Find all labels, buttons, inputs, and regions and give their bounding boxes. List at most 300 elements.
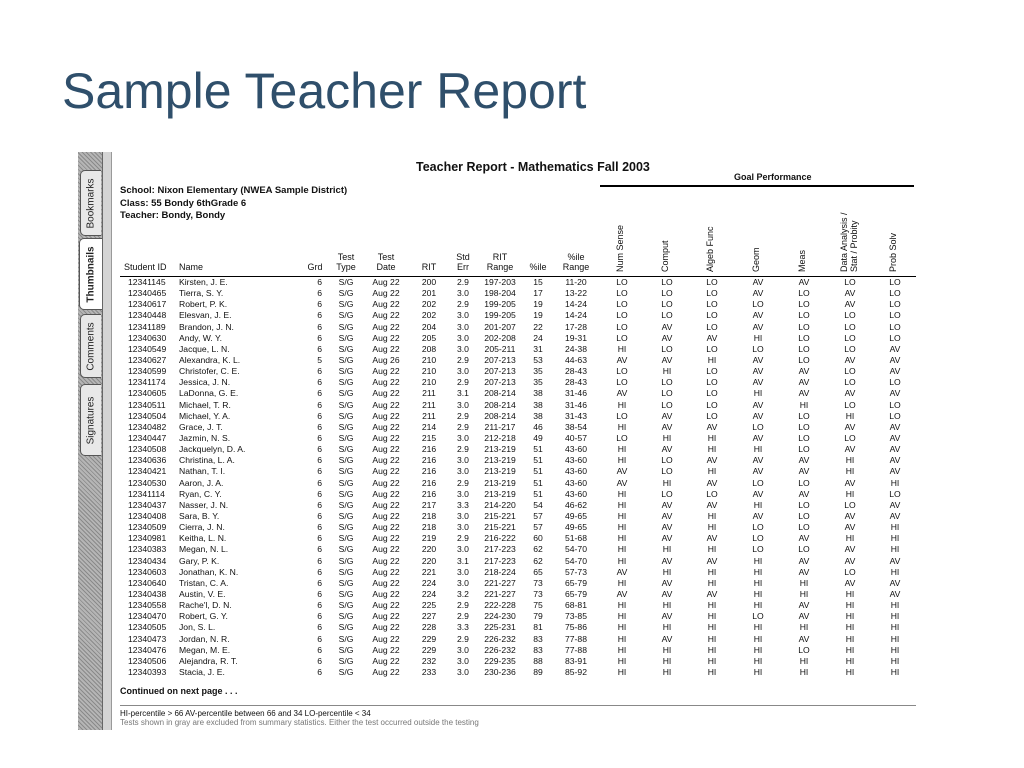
student-id-cell: 12340630 (128, 332, 167, 343)
goal-meas-cell: AV (798, 366, 810, 377)
student-name-cell: Ryan, C. Y. (179, 488, 222, 499)
tab-thumbnails-label: Thumbnails (85, 245, 97, 303)
percentile-range-cell: 38-54 (565, 421, 587, 432)
student-id-cell: 12340476 (128, 644, 167, 655)
grade-cell: 6 (317, 611, 322, 622)
percentile-range-cell: 28-43 (565, 366, 587, 377)
student-name-cell: Rache'l, D. N. (179, 600, 232, 611)
goal-algeb-func-cell: HI (707, 655, 717, 666)
rit-range-cell: 199-205 (484, 299, 516, 310)
std-err-cell: 3.0 (457, 432, 469, 443)
percentile-cell: 19 (533, 299, 543, 310)
goal-comput-cell: HI (662, 432, 672, 443)
student-id-cell: 12340434 (128, 555, 167, 566)
percentile-cell: 17 (533, 288, 543, 299)
goal-num-sense-cell: HI (617, 455, 627, 466)
goal-algeb-func-cell: LO (706, 388, 718, 399)
test-type-cell: S/G (338, 332, 354, 343)
test-date-cell: Aug 22 (372, 544, 400, 555)
goal-data-analysis-cell: AV (844, 522, 856, 533)
goal-algeb-func-cell: HI (707, 444, 717, 455)
test-type-cell: S/G (338, 310, 354, 321)
goal-algeb-func-cell: AV (706, 332, 718, 343)
table-row (112, 556, 916, 567)
std-err-cell: 3.0 (457, 522, 469, 533)
goal-comput-cell: HI (662, 566, 672, 577)
table-row (112, 444, 916, 455)
std-err-cell: 3.0 (457, 666, 469, 677)
goal-geom-cell: HI (753, 555, 763, 566)
test-date-cell: Aug 22 (372, 421, 400, 432)
rit-range-cell: 213-219 (484, 488, 516, 499)
test-date-cell: Aug 22 (372, 288, 400, 299)
test-type-cell: S/G (338, 477, 354, 488)
goal-meas-cell: LO (798, 343, 810, 354)
panel-divider[interactable] (103, 152, 112, 730)
grade-cell: 6 (317, 299, 322, 310)
table-row (112, 433, 916, 444)
continued-note: Continued on next page . . . (120, 686, 238, 696)
percentile-cell: 54 (533, 499, 543, 510)
goal-geom-cell: AV (752, 288, 764, 299)
percentile-range-cell: 19-31 (565, 332, 587, 343)
student-id-cell: 12340408 (128, 510, 167, 521)
goal-algeb-func-cell: LO (706, 310, 718, 321)
goal-meas-cell: LO (798, 499, 810, 510)
rit-range-cell: 216-222 (484, 533, 516, 544)
tab-signatures-label: Signatures (85, 396, 97, 444)
goal-geom-cell: LO (752, 343, 764, 354)
rit-score-cell: 225 (421, 600, 437, 611)
goal-prob-solv-cell: HI (890, 566, 900, 577)
student-name-cell: Cierra, J. N. (179, 522, 225, 533)
table-row (112, 333, 916, 344)
table-row (112, 489, 916, 500)
test-type-cell: S/G (338, 444, 354, 455)
goal-algeb-func-cell: HI (707, 432, 717, 443)
student-id-cell: 12340558 (128, 600, 167, 611)
student-id-cell: 12340627 (128, 354, 167, 365)
goal-meas-cell: LO (798, 310, 810, 321)
test-date-cell: Aug 22 (372, 277, 400, 287)
student-id-cell: 12340508 (128, 444, 167, 455)
goal-algeb-func-cell: AV (706, 555, 718, 566)
std-err-cell: 3.0 (457, 321, 469, 332)
rit-score-cell: 211 (422, 388, 436, 399)
goal-comput-cell: HI (662, 366, 672, 377)
student-id-cell: 12340549 (128, 343, 167, 354)
rit-score-cell: 224 (421, 588, 437, 599)
goal-data-analysis-cell: HI (845, 455, 855, 466)
goal-comput-cell: HI (662, 477, 672, 488)
rit-score-cell: 202 (421, 310, 437, 321)
rit-score-cell: 232 (421, 655, 437, 666)
goal-comput-cell: AV (661, 588, 673, 599)
goal-num-sense-cell: HI (617, 488, 627, 499)
table-row (112, 600, 916, 611)
test-type-cell: S/G (338, 432, 354, 443)
goal-num-sense-cell: AV (616, 588, 628, 599)
goal-meas-cell: AV (798, 377, 810, 388)
goal-geom-cell: LO (752, 544, 764, 555)
percentile-range-cell: 57-73 (565, 566, 587, 577)
test-type-cell: S/G (338, 600, 354, 611)
test-date-cell: Aug 22 (372, 332, 400, 343)
percentile-cell: 51 (533, 455, 543, 466)
header-prob-solv: Prob Solv (888, 232, 898, 272)
test-type-cell: S/G (338, 288, 354, 299)
test-type-cell: S/G (338, 611, 354, 622)
rit-range-cell: 215-221 (484, 510, 516, 521)
student-name-cell: Nasser, J. N. (179, 499, 229, 510)
student-name-cell: Megan, M. E. (179, 644, 231, 655)
goal-prob-solv-cell: AV (889, 510, 901, 521)
goal-comput-cell: HI (662, 600, 672, 611)
percentile-cell: 51 (533, 488, 543, 499)
goal-data-analysis-cell: LO (844, 399, 856, 410)
goal-comput-cell: AV (661, 633, 673, 644)
table-row (112, 533, 916, 544)
goal-geom-cell: AV (752, 466, 764, 477)
grade-cell: 6 (317, 377, 322, 388)
std-err-cell: 2.9 (457, 410, 469, 421)
student-name-cell: Michael, Y. A. (179, 410, 231, 421)
grade-cell: 6 (317, 410, 322, 421)
student-id-cell: 12340509 (128, 522, 167, 533)
goal-prob-solv-cell: HI (890, 477, 900, 488)
test-type-cell: S/G (338, 644, 354, 655)
goal-num-sense-cell: LO (616, 321, 628, 332)
grade-cell: 6 (317, 577, 322, 588)
test-date-cell: Aug 22 (372, 533, 400, 544)
goal-algeb-func-cell: HI (707, 566, 717, 577)
report-title: Teacher Report - Mathematics Fall 2003 (416, 160, 650, 174)
table-row (112, 400, 916, 411)
table-row (112, 277, 916, 288)
header-percentile-range (554, 252, 598, 272)
table-row (112, 589, 916, 600)
grade-cell: 6 (317, 566, 322, 577)
goal-data-analysis-cell: AV (844, 555, 856, 566)
goal-meas-cell: AV (798, 488, 810, 499)
goal-meas-cell: AV (798, 466, 810, 477)
percentile-cell: 53 (533, 354, 543, 365)
student-id-cell: 12340603 (128, 566, 167, 577)
rit-score-cell: 229 (421, 644, 437, 655)
table-row (112, 310, 916, 321)
grade-cell: 6 (317, 622, 322, 633)
tab-bookmarks-label: Bookmarks (85, 177, 97, 229)
goal-num-sense-cell: AV (616, 354, 628, 365)
test-date-cell: Aug 22 (372, 600, 400, 611)
goal-num-sense-cell: HI (617, 622, 627, 633)
test-type-cell: S/G (338, 622, 354, 633)
goal-meas-cell: LO (798, 644, 810, 655)
rit-range-cell: 198-204 (484, 288, 516, 299)
test-type-cell: S/G (338, 299, 354, 310)
goal-num-sense-cell: HI (617, 533, 627, 544)
rit-range-cell: 214-220 (484, 499, 516, 510)
test-date-cell: Aug 22 (372, 310, 400, 321)
percentile-range-cell: 14-24 (565, 299, 587, 310)
percentile-cell: 15 (533, 277, 543, 287)
goal-geom-cell: LO (752, 611, 764, 622)
grade-cell: 6 (317, 366, 322, 377)
tab-comments[interactable] (80, 314, 101, 378)
student-id-cell: 12340640 (128, 577, 167, 588)
goal-geom-cell: HI (753, 622, 763, 633)
student-id-cell: 12340981 (128, 533, 167, 544)
goal-geom-cell: AV (752, 432, 764, 443)
class-line: Class: 55 Bondy 6thGrade 6 (120, 198, 247, 209)
goal-comput-cell: AV (661, 555, 673, 566)
student-name-cell: Brandon, J. N. (179, 321, 234, 332)
table-row (112, 511, 916, 522)
rit-range-cell: 217-223 (484, 555, 516, 566)
student-name-cell: LaDonna, G. E. (179, 388, 239, 399)
student-name-cell: Jackquelyn, D. A. (179, 444, 246, 455)
goal-num-sense-cell: HI (617, 666, 627, 677)
std-err-cell: 2.9 (457, 600, 469, 611)
goal-prob-solv-cell: AV (889, 421, 901, 432)
goal-algeb-func-cell: HI (707, 666, 717, 677)
goal-data-analysis-cell: LO (844, 332, 856, 343)
rit-score-cell: 210 (421, 377, 437, 388)
goal-data-analysis-cell: AV (844, 354, 856, 365)
grade-cell: 6 (317, 499, 322, 510)
std-err-cell: 3.0 (457, 366, 469, 377)
rit-score-cell: 218 (421, 510, 437, 521)
table-row (112, 478, 916, 489)
test-type-cell: S/G (338, 366, 354, 377)
std-err-cell: 3.0 (457, 332, 469, 343)
rit-range-cell: 213-219 (484, 466, 516, 477)
percentile-range-cell: 49-65 (565, 522, 587, 533)
goal-algeb-func-cell: LO (706, 366, 718, 377)
grade-cell: 6 (317, 466, 322, 477)
std-err-cell: 3.0 (457, 544, 469, 555)
goal-data-analysis-cell: HI (845, 533, 855, 544)
test-type-cell: S/G (338, 410, 354, 421)
rit-range-cell: 211-217 (484, 421, 516, 432)
goal-comput-cell: AV (661, 410, 673, 421)
goal-data-analysis-cell: AV (844, 444, 856, 455)
goal-comput-cell: AV (661, 533, 673, 544)
header-name: Name (179, 262, 204, 272)
goal-prob-solv-cell: AV (889, 366, 901, 377)
rit-range-cell: 202-208 (484, 332, 516, 343)
rit-range-cell: 225-231 (484, 622, 516, 633)
std-err-cell: 2.9 (457, 377, 469, 388)
test-date-cell: Aug 22 (372, 622, 400, 633)
percentile-range-cell: 54-70 (565, 544, 587, 555)
goal-algeb-func-cell: LO (706, 410, 718, 421)
table-row (112, 645, 916, 656)
student-name-cell: Jacque, L. N. (179, 343, 230, 354)
test-type-cell: S/G (338, 343, 354, 354)
rit-score-cell: 216 (421, 466, 437, 477)
grade-cell: 6 (317, 310, 322, 321)
student-id-cell: 12340504 (128, 410, 167, 421)
goal-algeb-func-cell: LO (706, 488, 718, 499)
grade-cell: 6 (317, 277, 322, 287)
tab-thumbnails[interactable] (79, 238, 102, 310)
std-err-cell: 2.9 (457, 633, 469, 644)
goal-geom-cell: HI (753, 566, 763, 577)
std-err-cell: 2.9 (457, 477, 469, 488)
std-err-cell: 3.0 (457, 343, 469, 354)
goal-comput-cell: LO (661, 377, 673, 388)
rit-score-cell: 211 (422, 410, 436, 421)
goal-comput-cell: AV (661, 611, 673, 622)
test-type-cell: S/G (338, 277, 354, 287)
student-name-cell: Alejandra, R. T. (179, 655, 238, 666)
goal-num-sense-cell: HI (617, 343, 627, 354)
percentile-range-cell: 75-86 (565, 622, 587, 633)
std-err-cell: 3.0 (457, 488, 469, 499)
percentile-range-cell: 43-60 (565, 444, 587, 455)
student-id-cell: 12340470 (128, 611, 167, 622)
std-err-cell: 2.9 (457, 533, 469, 544)
goal-data-analysis-cell: LO (844, 366, 856, 377)
goal-meas-cell: LO (798, 354, 810, 365)
rit-range-cell: 213-219 (484, 444, 516, 455)
header-test-date-2: Date (376, 262, 396, 272)
goal-meas-cell: LO (798, 522, 810, 533)
test-date-cell: Aug 22 (372, 522, 400, 533)
goal-prob-solv-cell: HI (890, 600, 900, 611)
header-percentile-range-1: %ile (567, 252, 585, 262)
student-id-cell: 12340393 (128, 666, 167, 677)
rit-score-cell: 211 (422, 399, 436, 410)
table-row (112, 355, 916, 366)
goal-geom-cell: HI (753, 600, 763, 611)
test-date-cell: Aug 22 (372, 432, 400, 443)
goal-algeb-func-cell: AV (706, 499, 718, 510)
percentile-range-cell: 40-57 (565, 432, 587, 443)
goal-prob-solv-cell: AV (889, 444, 901, 455)
goal-comput-cell: AV (661, 577, 673, 588)
percentile-range-cell: 49-65 (565, 510, 587, 521)
percentile-cell: 81 (533, 622, 543, 633)
goal-comput-cell: AV (661, 499, 673, 510)
student-name-cell: Jon, S. L. (179, 622, 216, 633)
rit-score-cell: 214 (421, 421, 437, 432)
goal-comput-cell: LO (661, 388, 673, 399)
percentile-cell: 83 (533, 633, 543, 644)
std-err-cell: 3.3 (457, 499, 469, 510)
gray-tests-note: Tests shown in gray are excluded from summary statistics. Either the test occurred outside the testing (120, 718, 479, 727)
goal-algeb-func-cell: LO (706, 377, 718, 388)
goal-num-sense-cell: LO (616, 277, 628, 287)
table-row (112, 388, 916, 399)
goal-num-sense-cell: HI (617, 644, 627, 655)
tab-signatures[interactable] (80, 384, 101, 456)
goal-geom-cell: LO (752, 533, 764, 544)
goal-comput-cell: LO (661, 343, 673, 354)
test-type-cell: S/G (338, 488, 354, 499)
test-date-cell: Aug 22 (372, 655, 400, 666)
goal-comput-cell: AV (661, 444, 673, 455)
goal-meas-cell: HI (799, 399, 809, 410)
rit-score-cell: 218 (421, 522, 437, 533)
goal-prob-solv-cell: AV (889, 343, 901, 354)
goal-comput-cell: AV (661, 421, 673, 432)
grade-cell: 5 (317, 354, 322, 365)
grade-cell: 6 (317, 588, 322, 599)
goal-num-sense-cell: LO (616, 366, 628, 377)
navigation-panel (78, 152, 103, 730)
goal-data-analysis-cell: HI (845, 600, 855, 611)
student-name-cell: Alexandra, K. L. (179, 354, 241, 365)
test-date-cell: Aug 22 (372, 644, 400, 655)
goal-data-analysis-cell: HI (845, 588, 855, 599)
student-name-cell: Sara, B. Y. (179, 510, 220, 521)
rit-score-cell: 216 (421, 477, 437, 488)
student-id-cell: 12340383 (128, 544, 167, 555)
goal-meas-cell: AV (798, 277, 810, 287)
rit-range-cell: 230-236 (484, 666, 516, 677)
goal-comput-cell: LO (661, 488, 673, 499)
percentile-legend: HI-percentile > 66 AV-percentile between 66 and 34 LO-percentile < 34 (120, 709, 371, 718)
test-date-cell: Aug 22 (372, 466, 400, 477)
table-row (112, 622, 916, 633)
student-name-cell: Andy, W. Y. (179, 332, 222, 343)
student-id-cell: 12340447 (128, 432, 167, 443)
percentile-cell: 22 (533, 321, 543, 332)
rit-range-cell: 215-221 (484, 522, 516, 533)
test-date-cell: Aug 22 (372, 388, 400, 399)
std-err-cell: 2.9 (457, 277, 469, 287)
goal-num-sense-cell: AV (616, 466, 628, 477)
percentile-cell: 83 (533, 644, 543, 655)
student-rows (112, 277, 916, 678)
test-type-cell: S/G (338, 377, 354, 388)
goal-meas-cell: LO (798, 432, 810, 443)
percentile-cell: 79 (533, 611, 543, 622)
percentile-range-cell: 77-88 (565, 633, 587, 644)
goal-data-analysis-cell: HI (845, 644, 855, 655)
goal-algeb-func-cell: AV (706, 533, 718, 544)
goal-prob-solv-cell: HI (890, 633, 900, 644)
grade-cell: 6 (317, 432, 322, 443)
goal-data-analysis-cell: LO (844, 310, 856, 321)
rit-range-cell: 208-214 (484, 388, 516, 399)
test-type-cell: S/G (338, 522, 354, 533)
rit-score-cell: 220 (421, 555, 437, 566)
student-id-cell: 12340482 (128, 421, 167, 432)
rit-range-cell: 226-232 (484, 633, 516, 644)
percentile-range-cell: 65-79 (565, 588, 587, 599)
grade-cell: 6 (317, 522, 322, 533)
goal-geom-cell: AV (752, 488, 764, 499)
rit-range-cell: 197-203 (484, 277, 516, 287)
goal-meas-cell: HI (799, 666, 809, 677)
header-comput: Comput (660, 240, 670, 272)
goal-num-sense-cell: LO (616, 432, 628, 443)
student-name-cell: Megan, N. L. (179, 544, 229, 555)
percentile-cell: 62 (533, 555, 543, 566)
test-type-cell: S/G (338, 533, 354, 544)
percentile-range-cell: 51-68 (565, 533, 587, 544)
percentile-range-cell: 28-43 (565, 377, 587, 388)
teacher-line: Teacher: Bondy, Bondy (120, 210, 226, 221)
goal-meas-cell: LO (798, 510, 810, 521)
tab-bookmarks[interactable] (80, 170, 101, 236)
grade-cell: 6 (317, 455, 322, 466)
student-name-cell: Robert, P. K. (179, 299, 228, 310)
percentile-range-cell: 31-46 (565, 388, 587, 399)
